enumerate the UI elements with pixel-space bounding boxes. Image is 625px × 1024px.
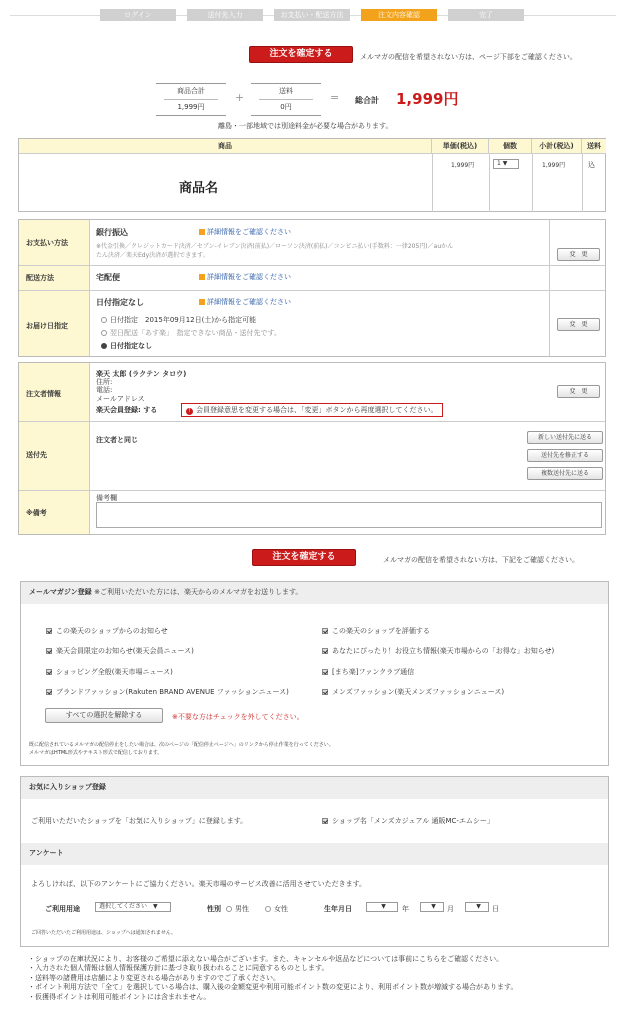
remarks-label: ※備考 [26,509,47,517]
favshop-header: お気に入りショップ登録 [21,777,608,799]
mailmag-foot-1: 既に配信されているメルマガの配信停止をしたい場合は、次のページの「配信停止ページへ」のリンクから停止作業を行ってください。 [29,742,334,748]
step-confirm: 注文内容確認 [361,9,437,21]
birth-year-select[interactable]: ▼ [366,902,398,912]
orderer-label: 注文者情報 [26,390,61,398]
equals-sign: = [330,91,340,104]
checkbox-icon [46,628,52,634]
favshop-text: ご利用いただいたショップを「お気に入りショップ」に登録します。 [31,817,248,825]
footer-note: ・ショップの在庫状況により、お客様のご希望に添えない場合がございます。また、キャンセルや返品などについては事前にこちらをご確認ください。 [28,955,504,963]
mailmag-option[interactable]: この楽天のショップを評価する [322,626,430,636]
radio-icon [226,906,232,912]
mailmag-header: メールマガジン登録 ※ご利用いただいた方には、楽天からのメルマガをお送りします。 [21,582,608,604]
payment-note-1: ※代金引換／クレジットカード決済／セブン-イレブン決済(前払)／ローソン決済(前払)／コンビニ払い(手数料：一律205円)／auかん [96,243,454,250]
footer-notes [28,955,517,1002]
payment-detail-link[interactable]: 詳細情報をご確認ください [199,227,291,237]
year-unit: 年 [402,905,409,913]
step-done: 完了 [448,9,524,21]
col-product: 商品 [19,139,432,154]
product-price: 1,999円 [451,162,475,169]
product-shipping: 込 [588,161,595,169]
col-qty: 個数 [489,139,532,154]
gender-label: 性別 [207,905,221,913]
subtotal-value: 1,999円 [177,103,205,111]
radio-icon [101,317,107,323]
survey-note: ご回答いただいたご利用用途は、ショップへは通知されません。 [31,930,177,936]
items-table [18,138,606,212]
info-icon [199,229,205,235]
delivery-label: 配送方法 [26,274,54,282]
checkbox-icon [322,689,328,695]
gender-female[interactable]: 女性 [265,904,288,914]
plus-sign: + [235,91,245,104]
total-value: 1,999円 [396,90,459,108]
step-address: 送付先入力 [187,9,263,21]
orderer-mail: メールアドレス [96,395,145,403]
day-unit: 日 [492,905,499,913]
info-icon [199,299,205,305]
radio-icon [265,906,271,912]
confirm-order-button-top[interactable]: 注文を確定する [249,46,353,63]
checkbox-icon [46,669,52,675]
birth-month-select[interactable]: ▼ [420,902,444,912]
info-icon [199,274,205,280]
mailmag-section [20,581,609,766]
step-payment: お支払い・配送方法 [274,9,350,21]
shipto-value: 注文者と同じ [96,436,138,444]
new-shipto-button[interactable]: 新しい送付先に送る [527,431,603,444]
date-label: お届け日指定 [26,322,68,330]
clear-all-button[interactable]: すべての選択を解除する [45,708,163,723]
orderer-address: 住所: [96,378,113,386]
footer-note: ・送料等の諸費用は店舗により変更される場合がありますのでご了承ください。 [28,973,280,982]
date-option-specify[interactable]: 日付指定 2015年09月12日(土)から指定可能 [101,315,256,325]
edit-shipto-button[interactable]: 送付先を修正する [527,449,603,462]
total-label: 総合計 [355,96,379,105]
date-option-none[interactable]: 日付指定なし [101,341,152,351]
remote-area-note: 離島・一部地域では別途料金が必要な場合があります。 [218,122,393,130]
date-method: 日付指定なし [96,298,144,307]
birth-label: 生年月日 [324,905,352,913]
usage-select[interactable]: 選択してください ▼ [95,902,171,912]
checkbox-icon [322,669,328,675]
col-price: 単価(税込) [432,139,489,154]
date-change-button[interactable]: 変 更 [557,318,600,331]
col-subtotal: 小計(税込) [532,139,582,154]
date-detail-link[interactable]: 詳細情報をご確認ください [199,297,291,307]
mailmag-option[interactable]: ブランドファッション(Rakuten BRAND AVENUE ファッションニュース) [46,687,289,697]
orderer-name: 楽天 太郎 (ラクテン タロウ) [96,370,187,378]
mailmag-option[interactable]: あなたにぴったり！お役立ち情報(楽天市場からの「お得な」お知らせ) [322,646,554,656]
product-subtotal: 1,999円 [542,162,566,169]
mailmag-option[interactable]: ショッピング全般(楽天市場ニュース) [46,667,173,677]
mailmag-option[interactable]: [まち楽]ファンクラブ通信 [322,667,414,677]
top-mailmag-note: メルマガの配信を希望されない方は、ページ下部をご確認ください。 [360,53,577,61]
clear-note: ※不要な方はチェックを外してください。 [172,713,304,721]
mailmag-option[interactable]: この楽天のショップからのお知らせ [46,626,168,636]
alert-icon: ! [186,408,193,415]
radio-icon [101,330,107,336]
payment-change-button[interactable]: 変 更 [557,248,600,261]
shipping-value: 0円 [280,103,292,111]
multi-shipto-button[interactable]: 複数送付先に送る [527,467,603,480]
mid-mailmag-note: メルマガの配信を希望されない方は、下記をご確認ください。 [383,556,579,564]
mailmag-foot-2: メルマガはHTML形式やテキスト形式で配信しております。 [29,750,163,756]
footer-note: ・仮獲得ポイントは利用可能ポイントには含まれません。 [28,992,211,1001]
remarks-field-label: 備考欄 [96,494,117,502]
orderer-change-button[interactable]: 変 更 [557,385,600,398]
mailmag-option[interactable]: 楽天会員限定のお知らせ(楽天会員ニュース) [46,646,194,656]
col-shipping: 送料 [582,139,606,154]
payment-note-2: たん決済／楽天Edy決済が選択できます。 [96,252,209,259]
checkbox-icon [322,628,328,634]
survey-header: アンケート [21,843,608,865]
delivery-detail-link[interactable]: 詳細情報をご確認ください [199,272,291,282]
shipping-box [251,83,321,116]
radio-selected-icon [101,343,107,349]
mailmag-option[interactable]: メンズファッション(楽天メンズファッションニュース) [322,687,504,697]
subtotal-box [156,83,226,116]
payment-method: 銀行振込 [96,228,128,237]
member-warning: ! 会員登録意思を変更する場合は、「変更」ボタンから再度選択してください。 [181,403,443,417]
date-option-asuraku: 翌日配送「あす楽」 指定できない商品・送付先です。 [101,328,281,338]
checkbox-icon [322,648,328,654]
favshop-checkbox[interactable]: ショップ名「メンズカジュアル 通販MC-エムシー」 [322,816,494,826]
checkbox-icon [46,648,52,654]
survey-intro: よろしければ、以下のアンケートにご協力ください。楽天市場のサービス改善に活用させていただきます。 [31,880,367,888]
delivery-method: 宅配便 [96,273,120,282]
favshop-survey-section [20,776,609,947]
birth-day-select[interactable]: ▼ [465,902,489,912]
checkbox-icon [46,689,52,695]
subtotal-label: 商品合計 [177,87,205,95]
footer-note: ・入力された個人情報は個人情報保護方針に基づき取り扱われることに同意するものとします。 [28,964,329,973]
shipto-label: 送付先 [26,451,47,459]
orderer-tel: 電話: [96,386,113,394]
remarks-textarea[interactable] [96,502,602,528]
footer-note: ・ポイント利用方法で「全て」を選択している場合は、購入後の金額変更や利用可能ポイント数の変更により、利用ポイント数が増減する場合があります。 [28,983,518,992]
usage-label: ご利用用途 [45,905,80,913]
payment-label: お支払い方法 [26,239,68,247]
gender-male[interactable]: 男性 [226,904,249,914]
payment-section [18,219,606,357]
month-unit: 月 [447,905,454,913]
shipping-label: 送料 [279,87,293,95]
step-login: ログイン [100,9,176,21]
quantity-select[interactable]: 1 ▼ [493,159,519,169]
checkbox-icon [322,818,328,824]
orderer-section [18,362,606,535]
confirm-order-button-bottom[interactable]: 注文を確定する [252,549,356,566]
orderer-member: 楽天会員登録: する [96,406,158,414]
product-name[interactable]: 商品名 [179,181,219,196]
